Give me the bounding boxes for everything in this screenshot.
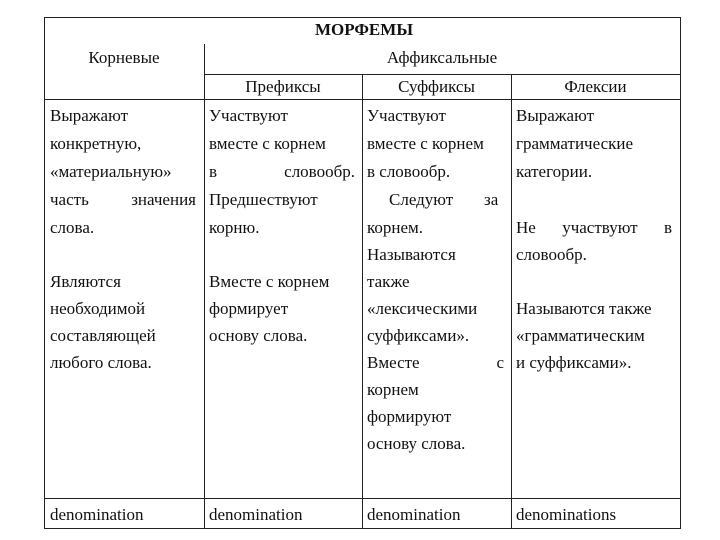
- suffix-text: Называются: [367, 245, 456, 264]
- root-word: значения: [131, 190, 196, 209]
- header-prefixes: Префиксы: [245, 77, 321, 96]
- footer-cell-suffix: denomination: [367, 505, 461, 524]
- col-divider-suffix: [511, 74, 512, 529]
- prefix-text: вместе с корнем: [209, 134, 326, 153]
- prefix-text: Вместе с корнем: [209, 272, 330, 291]
- flexion-text: грамматические: [516, 134, 634, 153]
- root-text: составляющей: [50, 326, 156, 345]
- header-root: Корневые: [88, 48, 160, 67]
- header-affixal: Аффиксальные: [386, 48, 498, 67]
- root-text: слова.: [50, 218, 95, 237]
- root-text: конкретную,: [50, 134, 142, 153]
- flexion-word: в: [663, 218, 672, 237]
- footer-cell-prefix: denomination: [209, 505, 303, 524]
- suffix-text: Следуют: [389, 190, 454, 209]
- table-border-top: [44, 17, 681, 18]
- flexion-text: словообр.: [516, 245, 587, 264]
- root-text: Являются: [50, 272, 121, 291]
- root-text: Выражают: [50, 106, 129, 125]
- table-border-right: [680, 17, 681, 529]
- footer-cell-root: denomination: [50, 505, 144, 524]
- suffix-text: «лексическими: [367, 299, 478, 318]
- suffix-text: основу слова.: [367, 434, 466, 453]
- prefix-word: в: [209, 162, 218, 181]
- suffix-text: также: [367, 272, 410, 291]
- suffix-text: Участвуют: [367, 106, 446, 125]
- suffix-text: корнем.: [367, 218, 424, 237]
- flexion-text-justified: [516, 218, 672, 238]
- prefix-text: основу слова.: [209, 326, 308, 345]
- suffix-text: корнем: [367, 380, 419, 399]
- suffix-text: вместе с корнем: [367, 134, 484, 153]
- flexion-text: Выражают: [516, 106, 595, 125]
- flexion-text: категории.: [516, 162, 593, 181]
- table-title: МОРФЕМЫ: [314, 20, 414, 39]
- footer-cell-flexion: denominations: [516, 505, 617, 524]
- flexion-word: Не: [516, 218, 536, 237]
- flexion-text: «грамматическим: [516, 326, 645, 345]
- prefix-text-justified: [209, 162, 355, 182]
- suffix-word: с: [496, 353, 504, 372]
- flexion-text: и суффиксами».: [516, 353, 632, 372]
- col-divider-prefix: [362, 74, 363, 529]
- root-text-justified: [50, 190, 196, 210]
- prefix-word: словообр.: [284, 162, 355, 181]
- col-divider-root: [204, 44, 205, 529]
- suffix-text: суффиксами».: [367, 326, 470, 345]
- suffix-text-justified: [367, 353, 504, 373]
- root-text: любого слова.: [50, 353, 152, 372]
- flexion-text: Называются также: [516, 299, 652, 318]
- header-divider-affixal: [204, 74, 681, 75]
- suffix-text: формируют: [367, 407, 452, 426]
- header-suffixes: Суффиксы: [398, 77, 475, 96]
- prefix-text: Предшествуют: [209, 190, 318, 209]
- root-text: необходимой: [50, 299, 146, 318]
- suffix-word: Вместе: [367, 353, 420, 372]
- prefix-text: корню.: [209, 218, 260, 237]
- flexion-word: участвуют: [562, 218, 638, 237]
- table-border-left: [44, 17, 45, 529]
- suffix-text: за: [484, 190, 499, 209]
- suffix-text: в словообр.: [367, 162, 451, 181]
- prefix-text: Участвуют: [209, 106, 288, 125]
- root-text: «материальную»: [50, 162, 172, 181]
- prefix-text: формирует: [209, 299, 289, 318]
- header-flexions: Флексии: [564, 77, 627, 96]
- root-word: часть: [50, 190, 89, 209]
